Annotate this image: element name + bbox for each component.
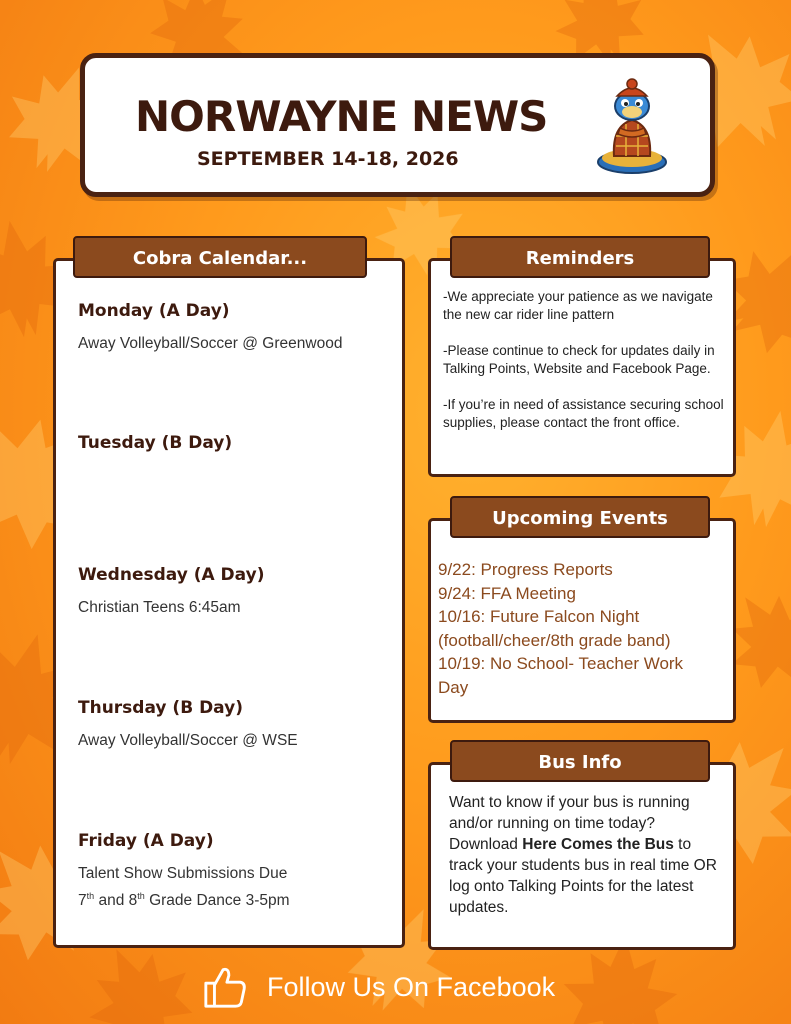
bus-info-question: Want to know if your bus is running and/or running on time today? xyxy=(449,794,690,832)
upcoming-events-card xyxy=(428,518,736,723)
day-name: Wednesday (A Day) xyxy=(78,565,265,585)
bus-info-instructions: Download Here Comes the Bus to track your students bus in real time OR log onto Talking Points for the latest updates. xyxy=(449,836,717,916)
day-event xyxy=(78,863,290,912)
reminders-card xyxy=(428,258,736,477)
day-event: Away Volleyball/Soccer @ Greenwood xyxy=(78,335,343,352)
friday-event-dance: 7th and 8th Grade Dance 3-5pm xyxy=(78,891,290,910)
thumbs-up-icon xyxy=(202,964,248,1010)
upcoming-events-heading: Upcoming Events xyxy=(450,496,710,538)
day-name: Friday (A Day) xyxy=(78,831,214,851)
reminder-item: -We appreciate your patience as we navigate the new car rider line pattern xyxy=(443,289,713,322)
facebook-follow-label[interactable]: Follow Us On Facebook xyxy=(267,972,556,1002)
day-name: Tuesday (B Day) xyxy=(78,433,233,453)
event-line: Day xyxy=(438,677,469,697)
calendar-day-friday xyxy=(78,831,290,912)
friday-event-talent-show: Talent Show Submissions Due xyxy=(78,865,288,882)
bus-info-card xyxy=(428,762,736,950)
day-name: Thursday (B Day) xyxy=(78,698,243,718)
calendar-day-wednesday xyxy=(78,565,264,619)
cobra-calendar-heading: Cobra Calendar... xyxy=(73,236,367,278)
cobra-mascot-icon xyxy=(592,76,672,176)
day-event: Christian Teens 6:45am xyxy=(78,599,241,616)
calendar-day-tuesday xyxy=(78,433,232,453)
newsletter-header xyxy=(80,53,715,197)
reminder-item: -Please continue to check for updates daily in Talking Points, Website and Facebook Page. xyxy=(443,343,715,376)
facebook-follow-link[interactable] xyxy=(200,962,620,1012)
event-line: 9/22: Progress Reports xyxy=(438,560,613,579)
calendar-day-monday xyxy=(78,301,342,355)
page-title: NORWAYNE NEWS xyxy=(135,92,548,141)
event-line: 9/24: FFA Meeting xyxy=(438,583,576,603)
reminder-item: -If you’re in need of assistance securing school supplies, please contact the front office. xyxy=(443,397,724,430)
day-event: Away Volleyball/Soccer @ WSE xyxy=(78,732,298,749)
event-line: (football/cheer/8th grade band) xyxy=(438,630,671,650)
bus-app-name: Here Comes the Bus xyxy=(522,836,674,853)
event-line: 10/16: Future Falcon Night xyxy=(438,607,640,626)
reminders-heading: Reminders xyxy=(450,236,710,278)
bus-info-heading: Bus Info xyxy=(450,740,710,782)
event-line: 10/19: No School- Teacher Work xyxy=(438,654,684,673)
cobra-calendar-card xyxy=(53,258,405,948)
day-name: Monday (A Day) xyxy=(78,301,230,321)
calendar-day-thursday xyxy=(78,698,298,752)
date-range: SEPTEMBER 14-18, 2026 xyxy=(197,148,459,170)
